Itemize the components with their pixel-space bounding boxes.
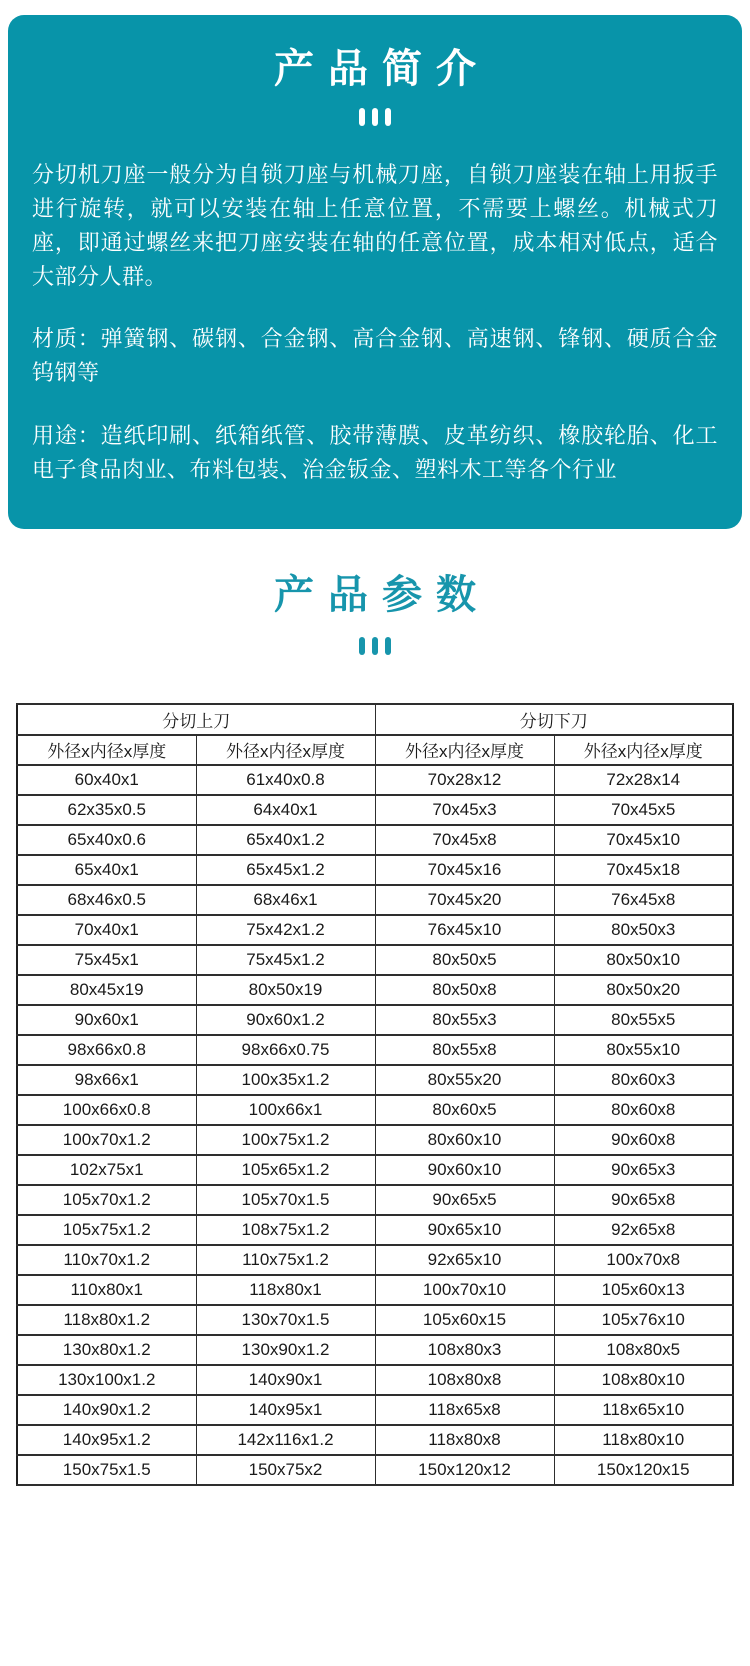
table-row xyxy=(17,1365,733,1395)
table-row xyxy=(17,885,733,915)
size-cell: 140x90x1.2 xyxy=(17,1395,196,1425)
table-row xyxy=(17,1065,733,1095)
divider-bar-icon xyxy=(385,637,391,655)
size-cell: 65x40x1.2 xyxy=(196,825,375,855)
size-cell: 80x60x3 xyxy=(554,1065,733,1095)
size-cell: 92x65x8 xyxy=(554,1215,733,1245)
size-cell: 130x80x1.2 xyxy=(17,1335,196,1365)
subheader-cell: 外径x内径x厚度 xyxy=(375,735,554,765)
table-row xyxy=(17,1245,733,1275)
divider-bar-icon xyxy=(385,108,391,126)
size-cell: 80x50x3 xyxy=(554,915,733,945)
size-cell: 72x28x14 xyxy=(554,765,733,795)
size-cell: 64x40x1 xyxy=(196,795,375,825)
table-row xyxy=(17,1275,733,1305)
table-row xyxy=(17,765,733,795)
size-cell: 70x45x3 xyxy=(375,795,554,825)
table-row xyxy=(17,1305,733,1335)
table-row xyxy=(17,1215,733,1245)
section-divider-icon xyxy=(0,637,750,655)
size-cell: 61x40x0.8 xyxy=(196,765,375,795)
size-cell: 100x75x1.2 xyxy=(196,1125,375,1155)
table-row xyxy=(17,1185,733,1215)
subheader-cell: 外径x内径x厚度 xyxy=(554,735,733,765)
size-cell: 150x75x1.5 xyxy=(17,1455,196,1485)
size-cell: 150x120x12 xyxy=(375,1455,554,1485)
usage-line: 用途：造纸印刷、纸箱纸管、胶带薄膜、皮革纺织、橡胶轮胎、化工电子食品肉业、布料包装、治金钣金、塑料木工等各个行业 xyxy=(32,422,718,482)
size-cell: 80x60x10 xyxy=(375,1125,554,1155)
size-cell: 62x35x0.5 xyxy=(17,795,196,825)
size-cell: 105x75x1.2 xyxy=(17,1215,196,1245)
size-cell: 100x35x1.2 xyxy=(196,1065,375,1095)
table-row xyxy=(17,795,733,825)
size-cell: 130x100x1.2 xyxy=(17,1365,196,1395)
size-cell: 130x90x1.2 xyxy=(196,1335,375,1365)
intro-description: 分切机刀座一般分为自锁刀座与机械刀座，自锁刀座装在轴上用扳手进行旋转，就可以安装在轴上任意位置，不需要上螺丝。机械式刀座，即通过螺丝来把刀座安装在轴的任意位置，成本相对低点，适合大部分人群。 xyxy=(32,162,718,290)
size-cell: 90x65x5 xyxy=(375,1185,554,1215)
size-cell: 105x65x1.2 xyxy=(196,1155,375,1185)
size-cell: 110x75x1.2 xyxy=(196,1245,375,1275)
size-cell: 130x70x1.5 xyxy=(196,1305,375,1335)
size-cell: 100x70x8 xyxy=(554,1245,733,1275)
size-cell: 65x40x0.6 xyxy=(17,825,196,855)
table-row xyxy=(17,1035,733,1065)
table-row xyxy=(17,975,733,1005)
size-cell: 90x65x8 xyxy=(554,1185,733,1215)
size-cell: 90x60x8 xyxy=(554,1125,733,1155)
group-header-lower-blade: 分切下刀 xyxy=(375,704,733,735)
table-row xyxy=(17,1005,733,1035)
size-cell: 108x75x1.2 xyxy=(196,1215,375,1245)
intro-title: 产品简介 xyxy=(274,47,490,91)
size-cell: 108x80x5 xyxy=(554,1335,733,1365)
product-page xyxy=(0,15,750,1666)
size-cell: 70x40x1 xyxy=(17,915,196,945)
size-cell: 90x65x3 xyxy=(554,1155,733,1185)
size-cell: 118x65x10 xyxy=(554,1395,733,1425)
material-line: 材质：弹簧钢、碳钢、合金钢、高合金钢、高速钢、锋钢、硬质合金钨钢等 xyxy=(32,326,718,386)
size-cell: 80x50x8 xyxy=(375,975,554,1005)
section-divider-icon xyxy=(32,108,718,126)
size-cell: 102x75x1 xyxy=(17,1155,196,1185)
divider-bar-icon xyxy=(359,108,365,126)
size-cell: 90x60x10 xyxy=(375,1155,554,1185)
size-cell: 108x80x3 xyxy=(375,1335,554,1365)
size-cell: 105x70x1.2 xyxy=(17,1185,196,1215)
subheader-row xyxy=(17,735,733,765)
size-cell: 65x45x1.2 xyxy=(196,855,375,885)
size-cell: 68x46x0.5 xyxy=(17,885,196,915)
size-cell: 100x66x0.8 xyxy=(17,1095,196,1125)
subheader-cell: 外径x内径x厚度 xyxy=(17,735,196,765)
size-cell: 80x55x3 xyxy=(375,1005,554,1035)
size-cell: 110x70x1.2 xyxy=(17,1245,196,1275)
size-cell: 75x45x1.2 xyxy=(196,945,375,975)
size-cell: 118x80x8 xyxy=(375,1425,554,1455)
table-row xyxy=(17,945,733,975)
size-cell: 60x40x1 xyxy=(17,765,196,795)
size-cell: 76x45x8 xyxy=(554,885,733,915)
table-row xyxy=(17,1125,733,1155)
size-cell: 80x50x10 xyxy=(554,945,733,975)
size-cell: 68x46x1 xyxy=(196,885,375,915)
size-cell: 118x80x10 xyxy=(554,1425,733,1455)
size-cell: 76x45x10 xyxy=(375,915,554,945)
size-cell: 140x90x1 xyxy=(196,1365,375,1395)
size-cell: 75x45x1 xyxy=(17,945,196,975)
size-cell: 90x65x10 xyxy=(375,1215,554,1245)
size-cell: 80x55x10 xyxy=(554,1035,733,1065)
group-header-row xyxy=(17,704,733,735)
size-cell: 70x45x8 xyxy=(375,825,554,855)
size-cell: 98x66x0.8 xyxy=(17,1035,196,1065)
size-cell: 118x65x8 xyxy=(375,1395,554,1425)
size-cell: 92x65x10 xyxy=(375,1245,554,1275)
size-cell: 70x45x10 xyxy=(554,825,733,855)
size-cell: 140x95x1 xyxy=(196,1395,375,1425)
size-cell: 150x75x2 xyxy=(196,1455,375,1485)
size-cell: 100x70x10 xyxy=(375,1275,554,1305)
size-cell: 105x60x13 xyxy=(554,1275,733,1305)
divider-bar-icon xyxy=(372,637,378,655)
size-cell: 65x40x1 xyxy=(17,855,196,885)
table-row xyxy=(17,1425,733,1455)
divider-bar-icon xyxy=(372,108,378,126)
size-cell: 90x60x1 xyxy=(17,1005,196,1035)
size-cell: 80x55x20 xyxy=(375,1065,554,1095)
size-cell: 90x60x1.2 xyxy=(196,1005,375,1035)
size-cell: 98x66x0.75 xyxy=(196,1035,375,1065)
size-cell: 80x60x8 xyxy=(554,1095,733,1125)
size-cell: 118x80x1 xyxy=(196,1275,375,1305)
size-cell: 70x45x5 xyxy=(554,795,733,825)
size-cell: 98x66x1 xyxy=(17,1065,196,1095)
size-cell: 80x55x5 xyxy=(554,1005,733,1035)
parameters-title: 产品参数 xyxy=(274,572,490,617)
size-cell: 150x120x15 xyxy=(554,1455,733,1485)
table-row xyxy=(17,825,733,855)
parameters-table xyxy=(16,703,734,1486)
size-cell: 142x116x1.2 xyxy=(196,1425,375,1455)
size-cell: 70x45x18 xyxy=(554,855,733,885)
table-row xyxy=(17,1155,733,1185)
size-cell: 70x45x20 xyxy=(375,885,554,915)
size-cell: 80x50x19 xyxy=(196,975,375,1005)
size-cell: 108x80x10 xyxy=(554,1365,733,1395)
product-intro-section xyxy=(8,15,742,529)
size-cell: 70x45x16 xyxy=(375,855,554,885)
table-row xyxy=(17,1455,733,1485)
group-header-upper-blade: 分切上刀 xyxy=(17,704,375,735)
size-cell: 105x70x1.5 xyxy=(196,1185,375,1215)
table-row xyxy=(17,915,733,945)
size-cell: 108x80x8 xyxy=(375,1365,554,1395)
size-cell: 100x70x1.2 xyxy=(17,1125,196,1155)
subheader-cell: 外径x内径x厚度 xyxy=(196,735,375,765)
product-parameters-section xyxy=(0,529,750,1486)
size-cell: 140x95x1.2 xyxy=(17,1425,196,1455)
bottom-whitespace xyxy=(0,1486,750,1666)
size-cell: 80x50x20 xyxy=(554,975,733,1005)
size-cell: 80x55x8 xyxy=(375,1035,554,1065)
size-cell: 105x60x15 xyxy=(375,1305,554,1335)
size-cell: 105x76x10 xyxy=(554,1305,733,1335)
table-row xyxy=(17,1395,733,1425)
size-cell: 110x80x1 xyxy=(17,1275,196,1305)
size-cell: 80x45x19 xyxy=(17,975,196,1005)
size-cell: 80x60x5 xyxy=(375,1095,554,1125)
table-row xyxy=(17,1335,733,1365)
table-row xyxy=(17,1095,733,1125)
table-row xyxy=(17,855,733,885)
size-cell: 80x50x5 xyxy=(375,945,554,975)
size-cell: 100x66x1 xyxy=(196,1095,375,1125)
size-cell: 118x80x1.2 xyxy=(17,1305,196,1335)
divider-bar-icon xyxy=(359,637,365,655)
size-cell: 75x42x1.2 xyxy=(196,915,375,945)
size-cell: 70x28x12 xyxy=(375,765,554,795)
